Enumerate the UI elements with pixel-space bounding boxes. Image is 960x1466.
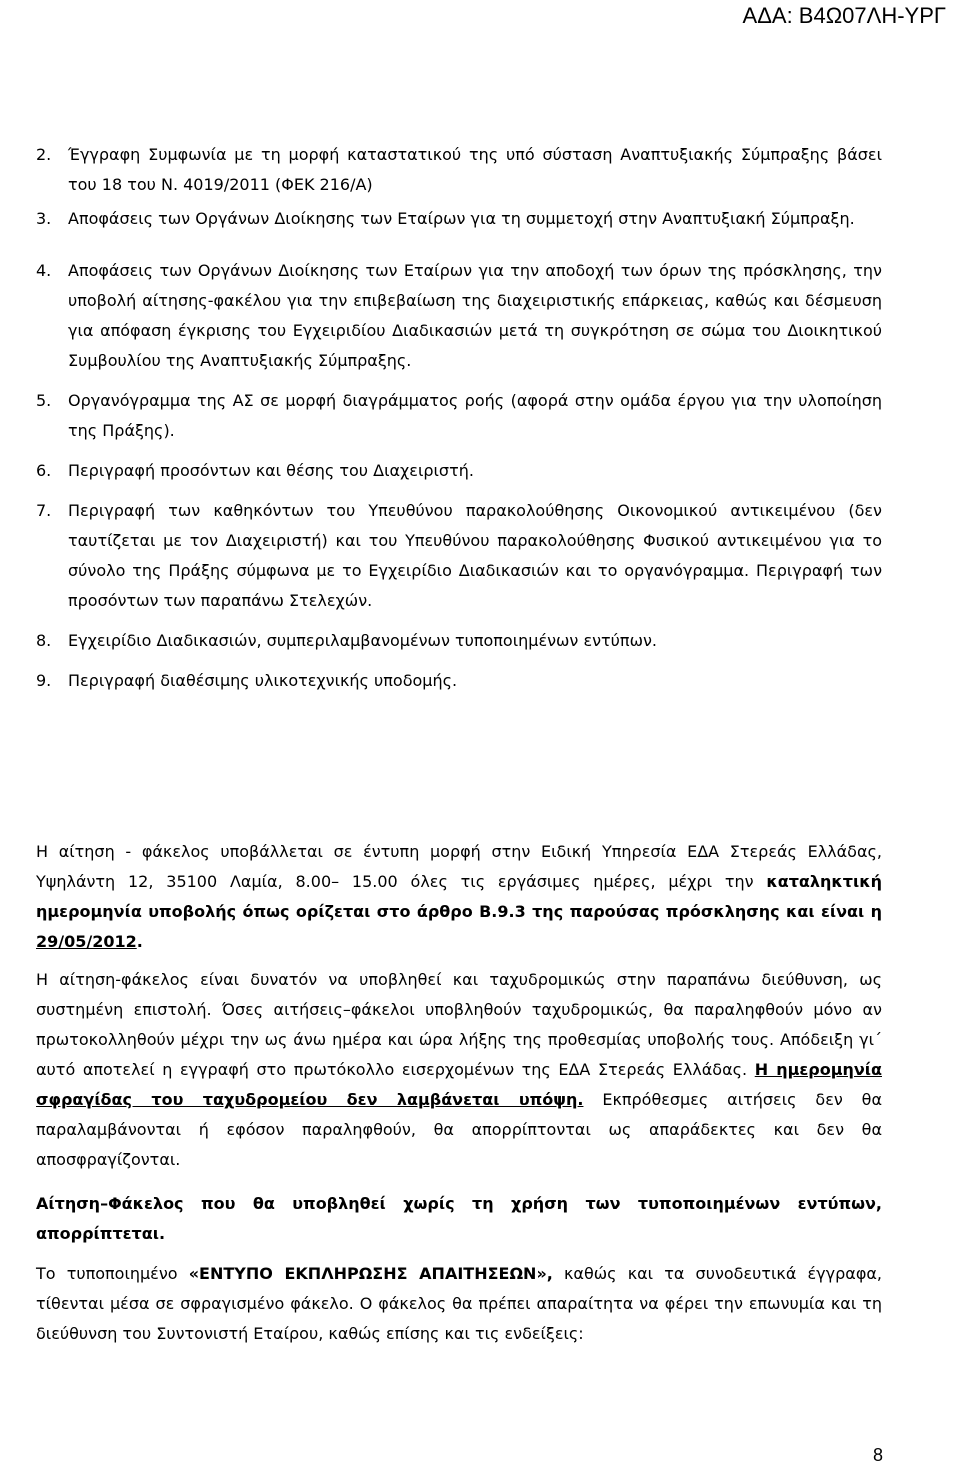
- list-text: Αποφάσεις των Οργάνων Διοίκησης των Εταίρων για την αποδοχή των όρων της πρόσκλησης, την υποβολή αίτησης-φακέλου για την επιβεβαίωση της διαχειριστικής επάρκειας, καθώς και δέσμευση για απόφαση έγκρισης του Εγχειριδίου Διαδικασιών μετά τη συγκρότηση σε σώμα του Διοικητικού Συμβουλίου της Αναπτυξιακής Σύμπραξης.: [68, 261, 882, 370]
- list-text: Αποφάσεις των Οργάνων Διοίκησης των Εταίρων για τη συμμετοχή στην Αναπτυξιακή Σύμπραξη.: [68, 209, 855, 228]
- list-item: [36, 386, 882, 446]
- list-item: [36, 140, 882, 200]
- submission-text: Η αίτηση - φάκελος υποβάλλεται σε έντυπη μορφή στην Ειδική Υπηρεσία ΕΔΑ Στερεάς Ελλάδας, Υψηλάντη 12, 35100 Λαμία, 8.00– 15.00 όλες τις εργάσιμες ημέρες, μέχρι την: [36, 842, 882, 891]
- envelope-text: Το τυποποιημένο: [36, 1264, 189, 1283]
- list-item: [36, 496, 882, 616]
- list-item: [36, 256, 882, 376]
- list-text: Έγγραφη Συμφωνία με τη μορφή καταστατικού της υπό σύσταση Αναπτυξιακής Σύμπραξης βάσει του 18 του Ν. 4019/2011 (ΦΕΚ 216/Α): [68, 145, 882, 194]
- list-number: 5.: [36, 391, 52, 410]
- list-item: [36, 456, 882, 486]
- list-item: [36, 626, 882, 656]
- list-number: 4.: [36, 261, 52, 280]
- postal-text: Η αίτηση-φάκελος είναι δυνατόν να υποβληθεί και ταχυδρομικώς στην παραπάνω διεύθυνση, ως συστημένη επιστολή. Όσες αιτήσεις–φάκελοι υποβληθούν ταχυδρομικώς, θα παραληφθούν μόνο αν πρωτοκολληθούν μέχρι την ως άνω ημέρα και ώρα λήξης της προθεσμίας υποβολής τους. Απόδειξη γι΄ αυτό αποτελεί η εγγραφή στο πρωτόκολλο εισερχομένων της ΕΔΑ Στερεάς Ελλάδας.: [36, 970, 882, 1079]
- submission-paragraph: [36, 837, 882, 957]
- envelope-paragraph: [36, 1259, 882, 1349]
- document-code: ΑΔΑ: Β4Ω07ΛΗ-ΥΡΓ: [742, 3, 946, 28]
- postal-paragraph: [36, 965, 882, 1175]
- postmark-notice: Η ημερομηνία σφραγίδας του ταχυδρομείου δεν λαμβάνεται υπόψη.: [36, 1060, 882, 1109]
- list-number: 2.: [36, 145, 52, 164]
- list-text: Εγχειρίδιο Διαδικασιών, συμπεριλαμβανομένων τυποποιημένων εντύπων.: [68, 631, 657, 650]
- late-submission-text: Εκπρόθεσμες αιτήσεις δεν θα παραλαμβάνονται ή εφόσον παραληφθούν, θα απορρίπτονται ως απαράδεκτες και δεν θα αποσφραγίζονται.: [36, 1090, 883, 1169]
- deadline-date: 29/05/2012: [36, 932, 137, 951]
- list-text: Περιγραφή προσόντων και θέσης του Διαχειριστή.: [68, 461, 474, 480]
- deadline-period: .: [136, 932, 143, 951]
- list-text: Οργανόγραμμα της ΑΣ σε μορφή διαγράμματος ροής (αφορά στην ομάδα έργου για την υλοποίηση της Πράξης).: [68, 391, 882, 440]
- attachments-list: [36, 140, 882, 696]
- list-text: Περιγραφή διαθέσιμης υλικοτεχνικής υποδομής.: [68, 671, 458, 690]
- envelope-text-cont: καθώς και τα συνοδευτικά έγγραφα, τίθενται μέσα σε σφραγισμένο φάκελο. Ο φάκελος θα πρέπει απαραίτητα να φέρει την επωνυμία και τη διεύθυνση του Συντονιστή Εταίρου, καθώς επίσης και τις ενδείξεις:: [36, 1264, 883, 1343]
- list-text: Περιγραφή των καθηκόντων του Υπευθύνου παρακολούθησης Οικονομικού αντικειμένου (δεν ταυτίζεται με τον Διαχειριστή) και του Υπευθύνου παρακολούθησης Φυσικού αντικειμένου για το σύνολο της Πράξης σύμφωνα με το Εγχειρίδιο Διαδικασιών και το οργανόγραμμα. Περιγραφή των προσόντων των παραπάνω Στελεχών.: [68, 501, 882, 610]
- list-number: 9.: [36, 671, 52, 690]
- deadline-text: καταληκτική ημερομηνία υποβολής όπως ορίζεται στο άρθρο Β.9.3 της παρούσας πρόσκλησης και είναι η: [36, 872, 882, 921]
- list-number: 6.: [36, 461, 52, 480]
- list-item: [36, 666, 882, 696]
- list-item: [36, 204, 882, 234]
- list-number: 3.: [36, 209, 52, 228]
- page-number: 8: [872, 1445, 883, 1465]
- list-number: 8.: [36, 631, 52, 650]
- list-number: 7.: [36, 501, 52, 520]
- form-title: «ΕΝΤΥΠΟ ΕΚΠΛΗΡΩΣΗΣ ΑΠΑΙΤΗΣΕΩΝ»,: [188, 1264, 553, 1283]
- rejection-paragraph: Αίτηση–Φάκελος που θα υποβληθεί χωρίς τη χρήση των τυποποιημένων εντύπων, απορρίπτεται.: [36, 1194, 882, 1243]
